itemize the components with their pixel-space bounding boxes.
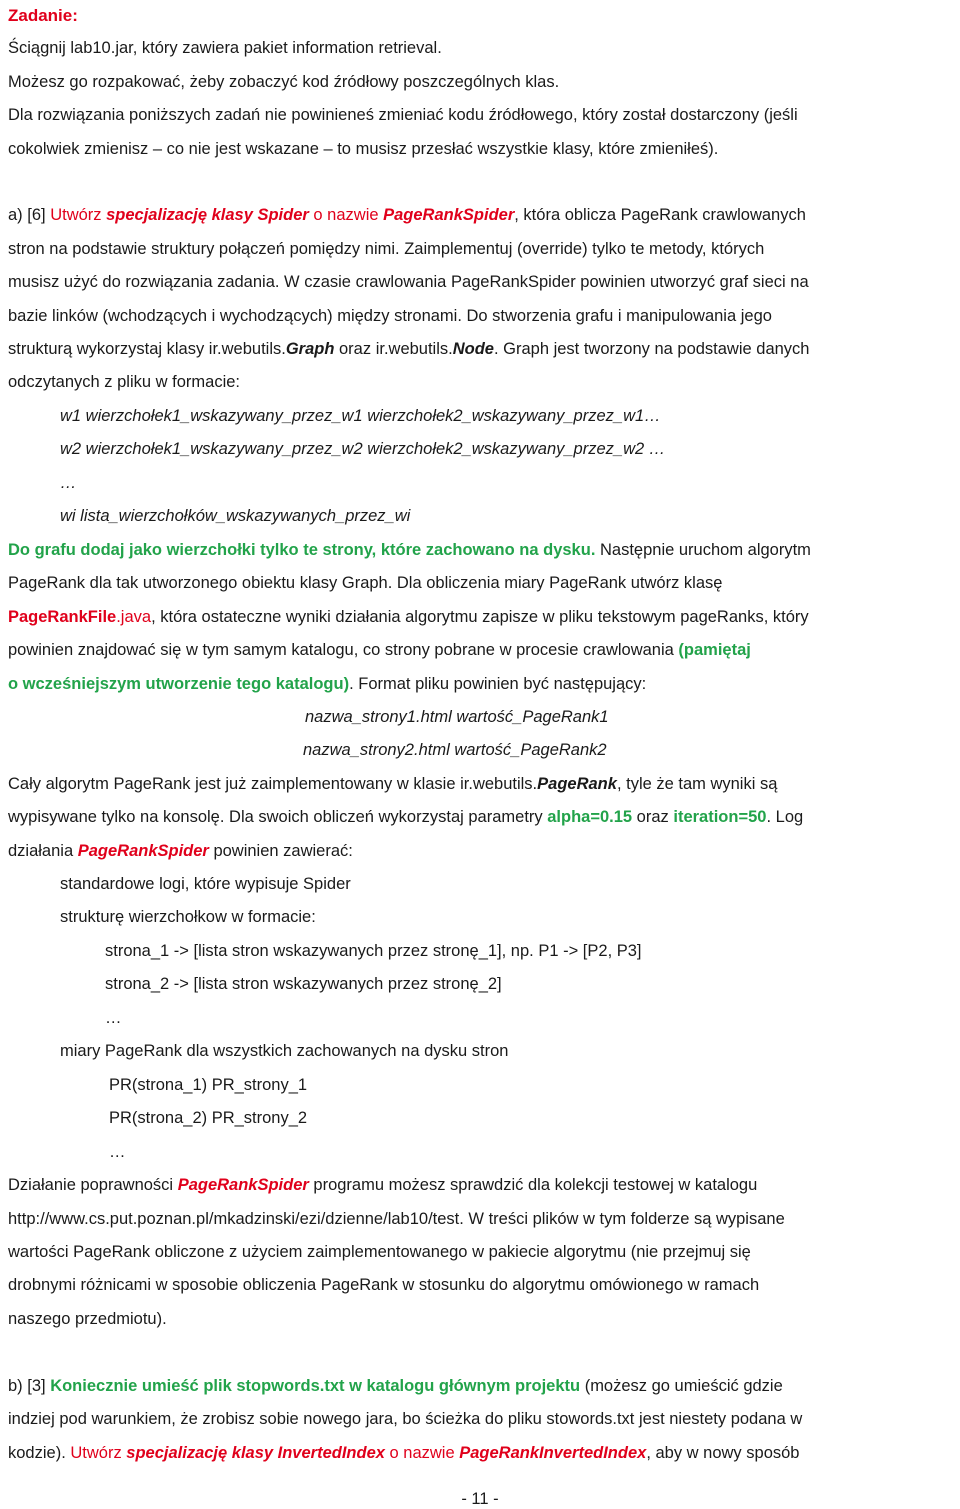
graph-class: Graph xyxy=(285,340,335,358)
task-a-line-9 xyxy=(8,607,809,627)
log-structure-1: strona_1 -> [lista stron wskazywanych przez stronę_1], np. P1 -> [P2, P3] xyxy=(105,942,642,960)
task-b-line-1 xyxy=(8,1376,783,1396)
task-a-line-2 xyxy=(8,239,764,259)
node-class: Node xyxy=(452,340,494,358)
task-a-line-6: odczytanych z pliku w formacie: xyxy=(8,373,241,391)
text-span: musisz użyć do rozwiązania zadania. xyxy=(8,273,280,291)
format-line-1: w1 wierzchołek1_wskazywany_przez_w1 wierzchołek2_wskazywany_przez_w1… xyxy=(60,407,661,425)
text-span: Dla swoich obliczeń wykorzystaj parametry xyxy=(224,808,548,826)
task-a-line-8: PageRank dla tak utworzonego obiektu klasy Graph. Dla obliczenia miary PageRank utwórz klasę xyxy=(8,574,723,592)
text-span: działania xyxy=(8,842,78,860)
format-ellipsis: … xyxy=(60,474,77,492)
text-span: (możesz go umieścić gdzie xyxy=(580,1377,783,1395)
iteration-param: iteration=50 xyxy=(673,808,767,826)
pagerankinvertedindex-class: PageRankInvertedIndex xyxy=(459,1444,647,1462)
text-span: Zaimplementuj (override) tylko te metody, których xyxy=(404,240,765,258)
text-span: powinien znajdować się w tym samym katalogu, co strony pobrane w procesie crawlowania xyxy=(8,641,679,659)
log-measure: miary PageRank dla wszystkich zachowanych na dysku stron xyxy=(60,1042,509,1060)
text-span: . Format pliku powinien być następujący: xyxy=(349,675,647,693)
text-span: kodzie). xyxy=(8,1444,71,1462)
task-a-line-16: http://www.cs.put.poznan.pl/mkadzinski/ezi/dzienne/lab10/test. W treści plików w tym folderze są wypisane xyxy=(8,1210,785,1228)
task-a-label: a) [6] xyxy=(8,206,51,224)
task-a-line-14 xyxy=(8,841,353,861)
text-span: stron na podstawie struktury połączeń pomiędzy nimi. xyxy=(8,240,405,258)
text-span: oraz ir.webutils. xyxy=(334,340,453,358)
text-span: . Log xyxy=(766,808,804,826)
pagerank-class: PageRank xyxy=(537,775,617,793)
task-a-named: o nazwie xyxy=(308,206,384,224)
task-b-line-3 xyxy=(8,1443,799,1463)
text-span: W czasie crawlowania PageRankSpider powinien utworzyć graf sieci na xyxy=(279,273,809,291)
intro-line-4: cokolwiek zmienisz – co nie jest wskazane – to musisz przesłać wszystkie klasy, które zmieniłeś). xyxy=(8,140,719,158)
intro-line-1: Ściągnij lab10.jar, który zawiera pakiet information retrieval. xyxy=(8,39,442,57)
text-span: , tyle że tam wyniki są xyxy=(616,775,778,793)
text-span: programu możesz sprawdzić dla kolekcji testowej w katalogu xyxy=(308,1176,758,1194)
format-line-2: w2 wierzchołek1_wskazywany_przez_w2 wierzchołek2_wskazywany_przez_w2 … xyxy=(60,440,666,458)
task-a-desc: , która oblicza PageRank crawlowanych xyxy=(514,206,806,224)
text-span: wypisywane tylko na konsolę. xyxy=(8,808,225,826)
heading: Zadanie: xyxy=(8,6,78,25)
task-a-create: Utwórz xyxy=(50,206,107,224)
highlight-green: o wcześniejszym utworzenie tego katalogu) xyxy=(8,675,350,693)
task-a-specialization: specjalizację klasy Spider xyxy=(106,206,309,224)
task-a-line-4 xyxy=(8,306,772,326)
file-format-line-1: nazwa_strony1.html wartość_PageRank1 xyxy=(305,708,609,726)
task-a-line-7 xyxy=(8,540,811,560)
task-a-line-1 xyxy=(8,205,958,225)
text-span: powinien zawierać: xyxy=(208,842,353,860)
invertedindex-specialization: specjalizację klasy InvertedIndex xyxy=(126,1444,385,1462)
text-span: Cały algorytm PageRank jest już zaimplementowany w klasie ir.webutils. xyxy=(8,775,538,793)
task-a-line-13 xyxy=(8,807,803,827)
text-span: strukturą wykorzystaj klasy ir.webutils. xyxy=(8,340,286,358)
log-pr-1: PR(strona_1) PR_strony_1 xyxy=(109,1076,308,1094)
task-a-line-15 xyxy=(8,1175,757,1195)
task-a-line-5 xyxy=(8,339,809,359)
log-structure-2: strona_2 -> [lista stron wskazywanych przez stronę_2] xyxy=(105,975,502,993)
log-structure: strukturę wierzchołkow w formacie: xyxy=(60,908,316,926)
text-span: , aby w nowy sposób xyxy=(646,1444,800,1462)
pagerankspider-class: PageRankSpider xyxy=(177,1176,309,1194)
alpha-param: alpha=0.15 xyxy=(547,808,633,826)
task-a-line-18: drobnymi różnicami w sposobie obliczenia PageRank w stosunku do algorytmu omówionego w ramach xyxy=(8,1276,760,1294)
text-span: Utwórz xyxy=(70,1444,127,1462)
text-span: oraz xyxy=(632,808,674,826)
pagerankfile-class: PageRankFile xyxy=(8,608,117,626)
text-span: o nazwie xyxy=(384,1444,460,1462)
format-line-3: wi lista_wierzchołków_wskazywanych_przez_wi xyxy=(60,507,411,525)
log-pr-2: PR(strona_2) PR_strony_2 xyxy=(109,1109,308,1127)
task-b-line-2: indziej pod warunkiem, że zrobisz sobie nowego jara, bo ścieżka do pliku stowords.txt jest niestety podana w xyxy=(8,1410,803,1428)
task-a-line-3 xyxy=(8,272,809,292)
page-number: - 11 - xyxy=(461,1490,499,1508)
intro-line-3: Dla rozwiązania poniższych zadań nie powinieneś zmieniać kodu źródłowego, który został dostarczony (jeśli xyxy=(8,106,798,124)
file-format-line-2: nazwa_strony2.html wartość_PageRank2 xyxy=(303,741,607,759)
highlight-green: Koniecznie umieść plik stopwords.txt w katalogu głównym projektu xyxy=(50,1377,581,1395)
pagerankspider-class: PageRankSpider xyxy=(77,842,209,860)
text-span: . Graph jest tworzony na podstawie danych xyxy=(493,340,810,358)
log-standard: standardowe logi, które wypisuje Spider xyxy=(60,875,351,893)
task-a-line-17: wartości PageRank obliczone z użyciem zaimplementowanego w pakiecie algorytmu (nie przejmuj się xyxy=(8,1243,751,1261)
log-ellipsis-2: … xyxy=(109,1143,126,1161)
task-a-line-11 xyxy=(8,674,646,694)
highlight-green: (pamiętaj xyxy=(678,641,751,659)
text-span: , która ostateczne wyniki działania algorytmu zapisze w pliku tekstowym pageRanks, który xyxy=(151,608,809,626)
task-a-classname: PageRankSpider xyxy=(383,206,515,224)
text-span: bazie linków (wchodzących i wychodzących) między stronami. xyxy=(8,307,462,325)
java-ext: .java xyxy=(116,608,152,626)
log-ellipsis-1: … xyxy=(105,1009,122,1027)
task-a-line-10 xyxy=(8,640,751,660)
task-a-line-12 xyxy=(8,774,777,794)
text-span: Działanie poprawności xyxy=(8,1176,178,1194)
intro-line-2: Możesz go rozpakować, żeby zobaczyć kod źródłowy poszczególnych klas. xyxy=(8,73,560,91)
task-a-line-19: naszego przedmiotu). xyxy=(8,1310,167,1328)
highlight-green: Do grafu dodaj jako wierzchołki tylko te strony, które zachowano na dysku. xyxy=(8,541,596,559)
text-span: Następnie uruchom algorytm xyxy=(595,541,811,559)
task-b-label: b) [3] xyxy=(8,1377,51,1395)
text-span: Do stworzenia grafu i manipulowania jego xyxy=(461,307,772,325)
